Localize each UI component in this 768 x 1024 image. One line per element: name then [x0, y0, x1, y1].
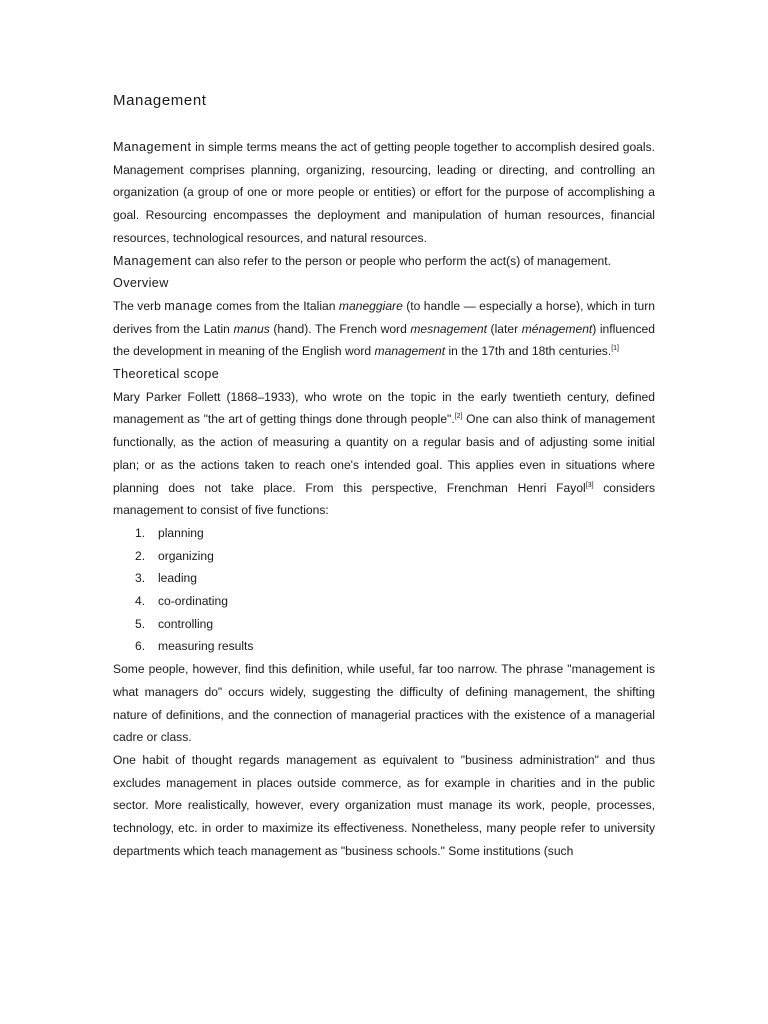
- overview-italic-word: maneggiare: [338, 298, 403, 313]
- list-item: [113, 590, 655, 613]
- list-label: co-ordinating: [158, 594, 228, 609]
- list-item: [113, 545, 655, 568]
- functions-list: [113, 522, 655, 658]
- scope-text: considers management to consist of five functions:: [113, 480, 656, 518]
- overview-italic-word: management: [374, 344, 446, 359]
- overview-term: manage: [164, 298, 213, 313]
- list-number: 4.: [135, 594, 146, 609]
- habit-paragraph: One habit of thought regards management as equivalent to "business administration" and thus excludes management in places outside commerce, as for example in charities and in the public sector. More realistically, however, every organization must manage its work, people, processes, technology, etc. in order to maximize its effectiveness. Nonetheless, many people refer to university departments which teach management as "business schools." Some institutions (such: [113, 752, 655, 858]
- list-number: 1.: [135, 525, 146, 540]
- overview-heading: Overview: [113, 276, 169, 291]
- list-label: leading: [158, 571, 198, 586]
- overview-text: ) influenced the development in meaning of the English word: [113, 321, 656, 359]
- scope-text: Mary Parker Follett (1868–1933), who wrote on the topic in the early twentieth century, defined management as "the art of getting things done through people".: [113, 389, 655, 427]
- overview-paragraph: [113, 295, 655, 363]
- overview-text: in the 17th and 18th centuries.: [445, 344, 612, 359]
- definition-text: can also refer to the person or people who perform the act(s) of management.: [191, 253, 611, 268]
- narrow-paragraph: Some people, however, find this definition, while useful, far too narrow. The phrase "management is what managers do" occurs widely, suggesting the difficulty of defining management, the shifting nature of definitions, and the connection of managerial practices with the existence of a managerial cadre or class.: [113, 662, 655, 745]
- scope-paragraph: [113, 386, 655, 522]
- overview-italic-word: manus: [233, 321, 270, 336]
- definition-paragraph: [113, 250, 655, 273]
- list-item: [113, 635, 655, 658]
- list-item: [113, 613, 655, 636]
- reference-link[interactable]: [2]: [454, 413, 463, 421]
- overview-text: (hand). The French word: [269, 321, 411, 336]
- intro-paragraph: [113, 136, 655, 250]
- intro-text: in simple terms means the act of getting people together to accomplish desired goals. Management comprises planning, organizing, resourcing, leading or directing, and controlling an organization (a group of one or more people or entities) or effort for the purpose of accomplishing a goal. Resourcing encompasses the deployment and manipulation of human resources, financial resources, technological resources, and natural resources.: [113, 140, 655, 245]
- list-number: 5.: [135, 616, 146, 631]
- list-number: 6.: [135, 639, 146, 654]
- overview-text: The verb: [113, 298, 165, 313]
- list-item: [113, 522, 655, 545]
- overview-italic-word: ménagement: [521, 321, 593, 336]
- list-number: 3.: [135, 571, 146, 586]
- scope-text: One can also think of management functionally, as the action of measuring a quantity on a regular basis and of adjusting some initial plan; or as the actions taken to reach one's intended goal. This applies even in situations where planning does not take place. From this perspective, Frenchman Henri Fayol: [113, 412, 655, 495]
- list-label: planning: [158, 525, 204, 540]
- overview-text: (to handle — especially a horse), which in turn derives from the Latin: [113, 298, 655, 336]
- list-label: controlling: [158, 616, 214, 631]
- list-item: [113, 567, 655, 590]
- page-title: Management: [113, 92, 207, 109]
- list-label: measuring results: [158, 639, 254, 654]
- list-label: organizing: [158, 548, 214, 563]
- definition-term: Management: [113, 253, 192, 268]
- reference-link[interactable]: [3]: [585, 481, 594, 489]
- overview-text: (later: [487, 321, 522, 336]
- overview-text: comes from the Italian: [212, 298, 339, 313]
- overview-italic-word: mesnagement: [410, 321, 487, 336]
- list-number: 2.: [135, 548, 146, 563]
- scope-heading: Theoretical scope: [113, 367, 220, 382]
- reference-link[interactable]: [1]: [611, 345, 619, 353]
- intro-term: Management: [113, 140, 192, 154]
